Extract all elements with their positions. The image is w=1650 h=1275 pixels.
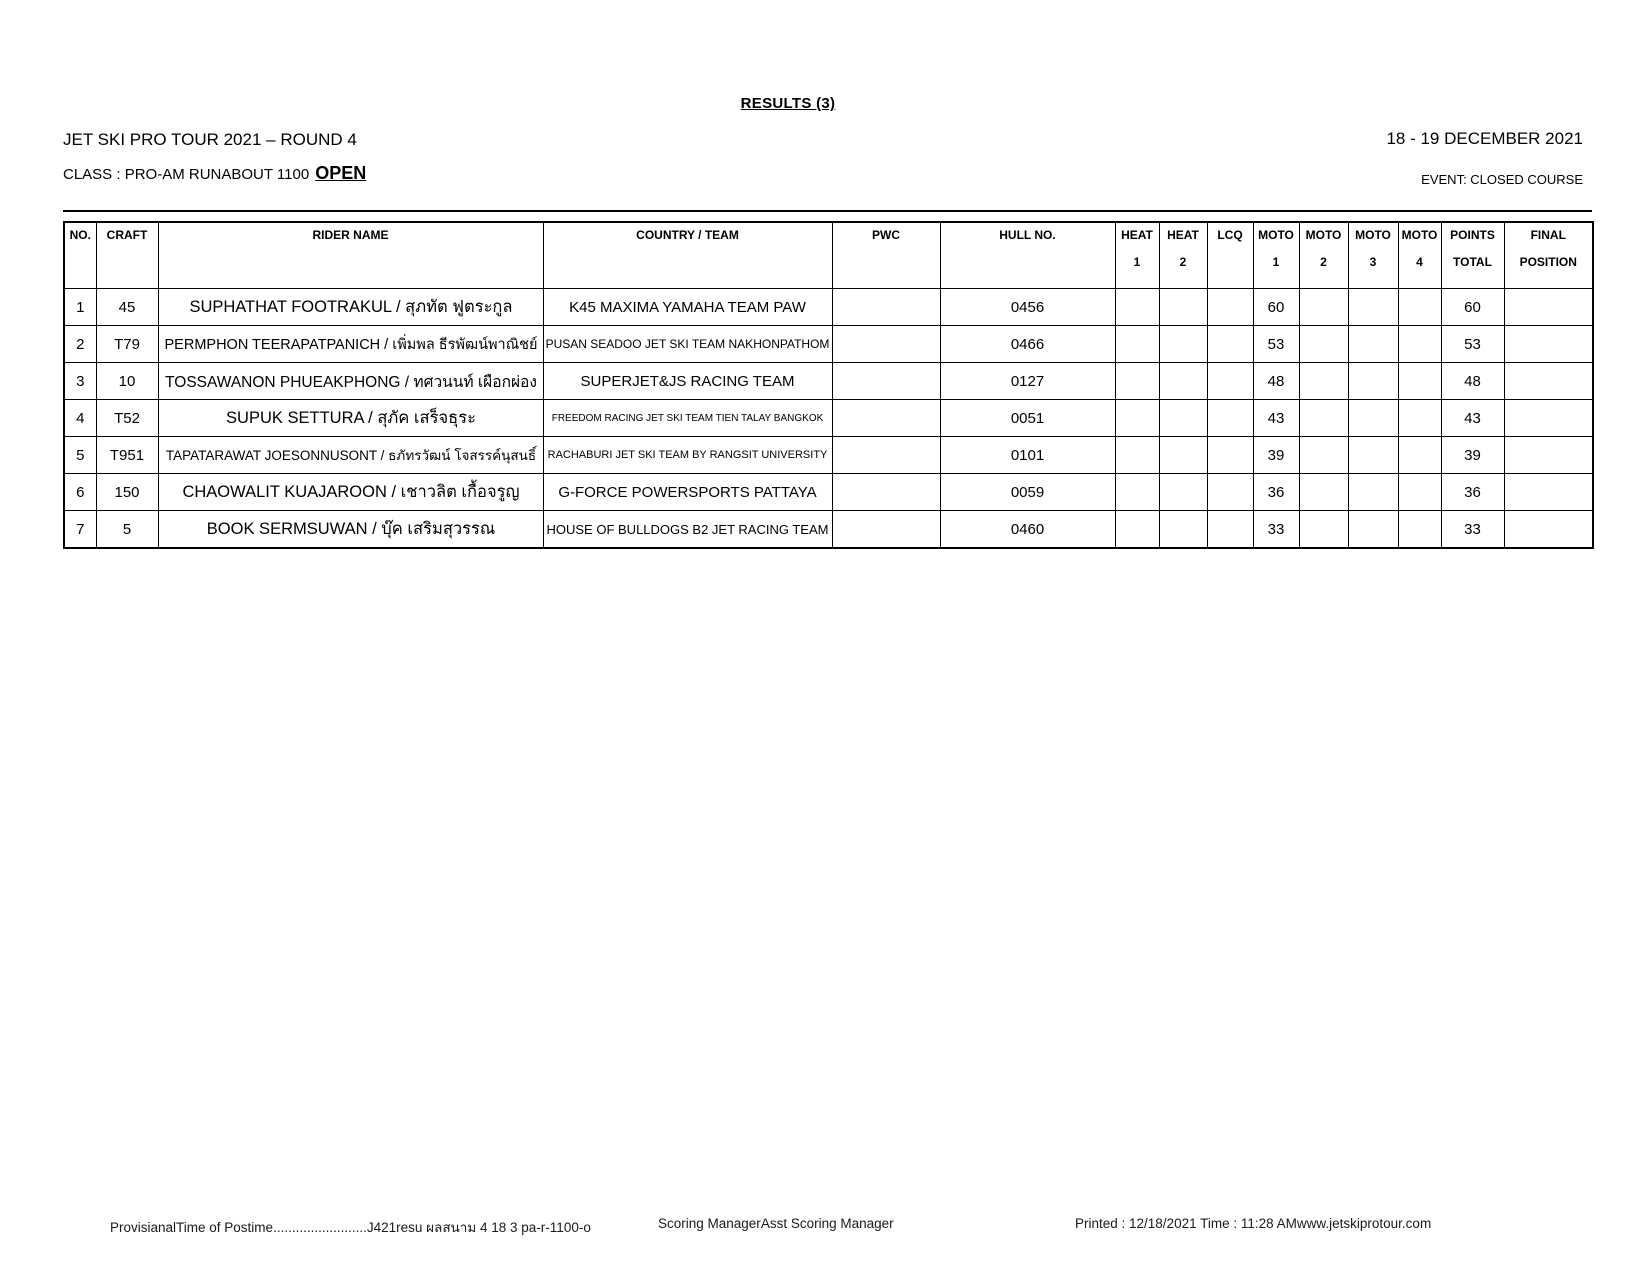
table-row <box>64 326 1593 363</box>
cell-no: 3 <box>64 363 96 400</box>
class-line <box>63 163 366 184</box>
cell-lcq-na <box>1207 326 1253 363</box>
table-row <box>64 474 1593 511</box>
cell-moto1: 39 <box>1253 437 1299 474</box>
table-row <box>64 511 1593 549</box>
cell-heat1-na <box>1115 511 1159 549</box>
cell-rider-name: TAPATARAWAT JOESONNUSONT / ธภัทรวัฒน์ โจสรรค์นุสนธิ์ <box>158 437 543 474</box>
cell-pwc <box>832 474 940 511</box>
cell-heat2-na <box>1159 363 1207 400</box>
event-type: EVENT: CLOSED COURSE <box>1421 172 1583 187</box>
table-row <box>64 400 1593 437</box>
cell-heat2-na <box>1159 400 1207 437</box>
results-title-text: RESULTS (3) <box>740 95 836 112</box>
cell-rider-name: CHAOWALIT KUAJAROON / เชาวลิต เกื้อจรูญ <box>158 474 543 511</box>
cell-hull-no: 0101 <box>940 437 1115 474</box>
cell-moto3 <box>1348 437 1398 474</box>
cell-moto1: 36 <box>1253 474 1299 511</box>
col-header-no: NO. <box>64 222 96 289</box>
cell-pwc <box>832 437 940 474</box>
cell-points-total: 48 <box>1441 363 1504 400</box>
cell-team: HOUSE OF BULLDOGS B2 JET RACING TEAM <box>543 511 832 549</box>
cell-hull-no: 0051 <box>940 400 1115 437</box>
cell-pwc <box>832 289 940 326</box>
cell-team: RACHABURI JET SKI TEAM BY RANGSIT UNIVERSITY <box>543 437 832 474</box>
cell-final-position <box>1504 511 1593 549</box>
cell-lcq-na <box>1207 437 1253 474</box>
cell-craft: T79 <box>96 326 158 363</box>
cell-heat1-na <box>1115 400 1159 437</box>
cell-final-position <box>1504 474 1593 511</box>
col-header-final: FINAL POSITION <box>1504 222 1593 289</box>
cell-points-total: 53 <box>1441 326 1504 363</box>
results-table <box>63 221 1594 549</box>
table-header-row <box>64 222 1593 289</box>
cell-moto1: 33 <box>1253 511 1299 549</box>
cell-points-total: 36 <box>1441 474 1504 511</box>
class-open-label: OPEN <box>315 163 367 183</box>
results-title <box>63 95 1513 112</box>
cell-no: 6 <box>64 474 96 511</box>
col-header-country: COUNTRY / TEAM <box>543 222 832 289</box>
cell-lcq-na <box>1207 363 1253 400</box>
table-row <box>64 289 1593 326</box>
col-header-hull: HULL NO. <box>940 222 1115 289</box>
cell-craft: 150 <box>96 474 158 511</box>
cell-no: 4 <box>64 400 96 437</box>
cell-final-position <box>1504 437 1593 474</box>
footer-dots: ......................... <box>273 1220 367 1235</box>
cell-no: 5 <box>64 437 96 474</box>
cell-moto2 <box>1299 363 1348 400</box>
cell-pwc <box>832 511 940 549</box>
cell-moto4 <box>1398 511 1441 549</box>
cell-rider-name: SUPHATHAT FOOTRAKUL / สุภทัต ฟูตระกูล <box>158 289 543 326</box>
cell-lcq-na <box>1207 511 1253 549</box>
cell-rider-name: TOSSAWANON PHUEAKPHONG / ทศวนนท์ เผือกผ่อง <box>158 363 543 400</box>
cell-moto3 <box>1348 326 1398 363</box>
col-header-moto4: MOTO 4 <box>1398 222 1441 289</box>
cell-heat2-na <box>1159 437 1207 474</box>
col-header-heat1: HEAT 1 <box>1115 222 1159 289</box>
col-header-moto3: MOTO 3 <box>1348 222 1398 289</box>
cell-points-total: 33 <box>1441 511 1504 549</box>
cell-no: 2 <box>64 326 96 363</box>
cell-craft: 10 <box>96 363 158 400</box>
cell-rider-name: PERMPHON TEERAPATPANICH / เพิ่มพล ธีรพัฒน์พาณิชย์ <box>158 326 543 363</box>
cell-craft: 5 <box>96 511 158 549</box>
cell-moto4 <box>1398 437 1441 474</box>
cell-pwc <box>832 363 940 400</box>
cell-heat2-na <box>1159 326 1207 363</box>
cell-moto2 <box>1299 437 1348 474</box>
cell-final-position <box>1504 400 1593 437</box>
event-date: 18 - 19 DECEMBER 2021 <box>1386 129 1583 148</box>
cell-heat1-na <box>1115 363 1159 400</box>
tour-title: JET SKI PRO TOUR 2021 – ROUND 4 <box>63 130 357 149</box>
cell-team: FREEDOM RACING JET SKI TEAM TIEN TALAY BANGKOK <box>543 400 832 437</box>
cell-final-position <box>1504 326 1593 363</box>
cell-heat1-na <box>1115 474 1159 511</box>
col-header-rider: RIDER NAME <box>158 222 543 289</box>
cell-moto3 <box>1348 474 1398 511</box>
col-header-points: POINTS TOTAL <box>1441 222 1504 289</box>
cell-team: SUPERJET&JS RACING TEAM <box>543 363 832 400</box>
cell-rider-name: BOOK SERMSUWAN / บุ๊ค เสริมสุวรรณ <box>158 511 543 549</box>
cell-moto1: 48 <box>1253 363 1299 400</box>
cell-hull-no: 0466 <box>940 326 1115 363</box>
cell-lcq-na <box>1207 289 1253 326</box>
footer-website: www.jetskiprotour.com <box>1296 1216 1432 1231</box>
cell-moto1: 53 <box>1253 326 1299 363</box>
class-label: CLASS : PRO-AM RUNABOUT 1100 <box>63 166 310 183</box>
cell-hull-no: 0059 <box>940 474 1115 511</box>
cell-hull-no: 0127 <box>940 363 1115 400</box>
cell-moto2 <box>1299 289 1348 326</box>
cell-moto3 <box>1348 400 1398 437</box>
cell-points-total: 60 <box>1441 289 1504 326</box>
footer-scoring-line <box>658 1216 894 1231</box>
footer-printed-line <box>1075 1216 1431 1231</box>
cell-heat2-na <box>1159 474 1207 511</box>
cell-moto4 <box>1398 363 1441 400</box>
table-row <box>64 437 1593 474</box>
cell-rider-name: SUPUK SETTURA / สุภัค เสร็จธุระ <box>158 400 543 437</box>
cell-final-position <box>1504 363 1593 400</box>
cell-final-position <box>1504 289 1593 326</box>
cell-moto1: 43 <box>1253 400 1299 437</box>
cell-no: 1 <box>64 289 96 326</box>
cell-pwc <box>832 326 940 363</box>
footer-scoring-manager: Scoring Manager <box>658 1216 761 1231</box>
col-header-moto1: MOTO 1 <box>1253 222 1299 289</box>
cell-moto1: 60 <box>1253 289 1299 326</box>
cell-moto4 <box>1398 400 1441 437</box>
cell-craft: T52 <box>96 400 158 437</box>
col-header-moto2: MOTO 2 <box>1299 222 1348 289</box>
cell-moto4 <box>1398 289 1441 326</box>
footer-provisional-line <box>110 1216 591 1238</box>
cell-hull-no: 0460 <box>940 511 1115 549</box>
cell-moto3 <box>1348 363 1398 400</box>
cell-team: K45 MAXIMA YAMAHA TEAM PAW <box>543 289 832 326</box>
cell-points-total: 39 <box>1441 437 1504 474</box>
cell-moto2 <box>1299 474 1348 511</box>
footer-file-ref: J421resu ผลสนาม 4 18 3 pa-r-1100-o <box>366 1220 591 1235</box>
cell-heat1-na <box>1115 437 1159 474</box>
col-header-pwc: PWC <box>832 222 940 289</box>
cell-points-total: 43 <box>1441 400 1504 437</box>
cell-moto2 <box>1299 400 1348 437</box>
cell-moto2 <box>1299 511 1348 549</box>
cell-moto3 <box>1348 511 1398 549</box>
results-table-container <box>63 221 1594 549</box>
cell-moto4 <box>1398 474 1441 511</box>
cell-team: G-FORCE POWERSPORTS PATTAYA <box>543 474 832 511</box>
cell-moto2 <box>1299 326 1348 363</box>
cell-craft: 45 <box>96 289 158 326</box>
cell-pwc <box>832 400 940 437</box>
footer-printed-info: Printed : 12/18/2021 Time : 11:28 AM <box>1075 1216 1297 1231</box>
cell-heat2-na <box>1159 289 1207 326</box>
cell-heat1-na <box>1115 289 1159 326</box>
cell-team: PUSAN SEADOO JET SKI TEAM NAKHONPATHOM <box>543 326 832 363</box>
cell-hull-no: 0456 <box>940 289 1115 326</box>
table-top-rule <box>63 210 1592 212</box>
cell-craft: T951 <box>96 437 158 474</box>
col-header-lcq: LCQ <box>1207 222 1253 289</box>
cell-lcq-na <box>1207 474 1253 511</box>
cell-heat2-na <box>1159 511 1207 549</box>
cell-moto3 <box>1348 289 1398 326</box>
cell-lcq-na <box>1207 400 1253 437</box>
cell-heat1-na <box>1115 326 1159 363</box>
table-row <box>64 363 1593 400</box>
footer-asst-scoring-manager: Asst Scoring Manager <box>760 1216 894 1231</box>
footer-status-label: ProvisianalTime of Postime <box>110 1220 274 1235</box>
cell-moto4 <box>1398 326 1441 363</box>
col-header-craft: CRAFT <box>96 222 158 289</box>
col-header-heat2: HEAT 2 <box>1159 222 1207 289</box>
cell-no: 7 <box>64 511 96 549</box>
